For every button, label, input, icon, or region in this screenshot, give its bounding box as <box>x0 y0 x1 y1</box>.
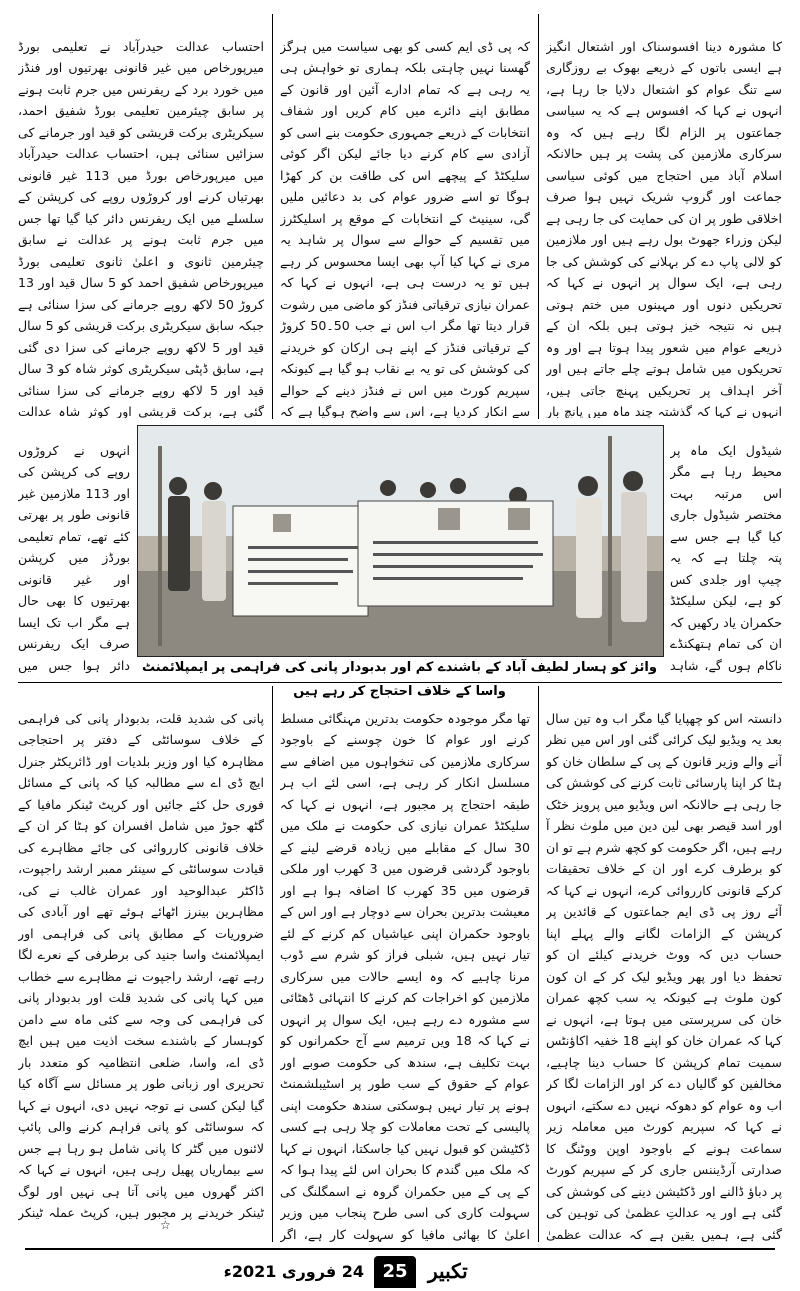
news-photo <box>137 425 664 657</box>
article-text: پانی کی شدید قلت، بدبودار پانی کی فراہمی کے خلاف سوسائٹی کے دفتر پر احتجاجی مظاہرہ کیا اور وزیر بلدیات اور ڈائریکٹر جنرل ایچ ڈی اے سے مطالبہ کیا کہ پانی کے مسائل فوری حل کئے جائیں اور کرپٹ ٹینکر مافیا کے گٹھ جوڑ میں شامل افسران کو ہٹا کر ان کے خلاف قانونی کارروائی کی جائے مظاہرے کی قیادت سوسائٹی کے سینئر ممبر ارشد راجپوت، ڈاکٹر عبدالوحید اور عمران غالب نے کی، مظاہرین بینرز اٹھائے ہوئے تھے اور آبادی کی ضروریات کے مطابق پانی کی فراہمی اور ایمپلائمنٹ واسا جنید کی برطرفی کے نعرے لگا رہے تھے، ارشد راجپوت نے مظاہرے سے خطاب میں کہا پانی کی شدید قلت اور بدبودار پانی کی فراہمی کی وجہ سے کئی ماہ سے دامن کوہسار کے باشندے سخت اذیت میں ہیں ایچ ڈی اے، واسا، ضلعی انتظامیہ کو متعدد بار تحریری اور زبانی طور پر مسائل سے آگاہ کیا گیا لیکن کسی نے توجہ نہیں دی، انہوں نے کہا کہ سوسائٹی کو پانی فراہم کرنے والی پائپ لائنوں میں گٹر کا پانی شامل ہو رہا ہے جس سے بیماریاں پھیل رہی ہیں، انہوں نے کہا کہ اکثر گھروں میں پانی آتا ہی نہیں اور لوگ ٹینکر خریدنے پر مجبور ہیں، کرپٹ عملہ ٹینکر <box>18 710 264 1220</box>
column-bottom-center <box>280 686 530 1242</box>
column-divider <box>538 14 539 419</box>
column-right-mid <box>670 418 782 680</box>
column-divider <box>538 686 539 1242</box>
column-right-top <box>546 14 782 418</box>
photo-caption: وائز کو ہسار لطیف آباد کے باشندے کم اور بدبودار پانی کی فراہمی پر ایمپلائمنٹ واسا کے خلاف احتجاج کر رہے ہیں <box>142 660 657 699</box>
column-left-mid <box>18 418 130 680</box>
issue-date: 24 فروری 2021ء <box>223 1262 364 1281</box>
article-text: تھا مگر موجودہ حکومت بدترین مہنگائی مسلط کرنے اور عوام کا خون چوسنے کے باوجود سرکاری ملازمین کی تنخواہوں میں اضافے سے مسلسل انکار کر رہی ہے، اسی لئے اب ہر طبقہ احتجاج پر مجبور ہے، انہوں نے کہا کہ سلیکٹڈ عمران نیازی کی حکومت نے ملک میں 30 سال کے مقابلے میں زیادہ قرضے لینے کے باوجود گردشی قرضوں میں 3 کھرب اور ملکی قرضوں میں 35 کھرب کا اضافہ ہوا ہے اور معیشت بدترین بحران سے دوچار ہے اور اس کے باوجود حکمران اپنی عیاشیاں کم کرنے کے لئے تیار نہیں ہیں، شبلی فراز کو شرم سے ڈوب مرنا چاہیے کہ وہ ایسے حالات میں سرکاری ملازمین کو اخراجات کم کرنے کا انتہائی ڈھٹائی سے مشورہ دے رہے ہیں، ایک سوال پر انہوں نے کہا کہ 18 ویں ترمیم سے آج حکمرانوں کو بہت تکلیف ہے، سندھ کی حکومت صوبے اور عوام کے حقوق کے سب طور پر اسٹیبلشمنٹ ہونے پر تیار نہیں ہوسکتی سندھ حکومت اپنی پالیسی کے تحت معاملات کو چلا رہی ہے کسی ڈکٹیشن کو قبول نہیں کیا جاسکتا، انہوں نے کہا کہ ملک میں گندم کا بحران اس لئے پیدا ہوا کہ کے پی کے میں حکمران گروہ نے اسمگلنگ کی سہولت کاری کی اسی طرح پنجاب میں وزیر اعلیٰ کا بھائی مافیا کو سہولت کار ہے، اگر <box>280 710 530 1242</box>
section-divider <box>18 682 782 683</box>
article-text: انہوں نے کروڑوں روپے کی کرپشن کی اور 113 ملازمین غیر قانونی طور پر بھرتی کئے تھے، تمام تعلیمی بورڈز میں کرپشن اور غیر قانونی بھرتیوں کا بھی حال ہے مگر اب تک ایسا صرف ایک ریفرنس دائر ہوا جس میں <box>18 442 130 673</box>
column-divider <box>272 14 273 419</box>
article-text: دانستہ اس کو چھپایا گیا مگر اب وہ تین سال بعد یہ ویڈیو لیک کرائی گئی اور اس میں نظر آنے والے وزیر قانون کے پی کے سلطان خان کو ہٹا کر اپنا پارسائی ثابت کرنے کی کوشش کی جا رہی ہے حالانکہ اس ویڈیو میں پرویز خٹک اور اسد قیصر بھی لین دین میں ملوث نظر آ رہے ہیں، اگر حکومت کو کچھ شرم ہے تو ان کو برطرف کرے اور ان کے خلاف تحقیقات کرکے قانونی کارروائی کرے، انہوں نے کہا کہ آئے روز پی ڈی ایم جماعتوں کے قائدین پر کرپشن کے الزامات لگانے والے پہلے اپنا حساب دیں کہ ووٹ خریدنے کیلئے ان کو تحفظ دیا اور پھر ویڈیو لیک کر کے ان کون کون ملوث ہے کیونکہ یہ سب کچھ عمران خان کی سرپرستی میں ہوتا ہے، انہوں نے کہا کہ عمران خان کو اپنے 18 خفیہ اکاؤنٹس سمیت تمام کرپشن کا حساب دینا چاہیے، مخالفین کو گالیاں دے کر اور الزامات لگا کر اب وہ عوام کو دھوکہ نہیں دے سکتے، انہوں نے کہا کہ سپریم کورٹ میں معاملہ زیر سماعت ہونے کے باوجود اوپن ووٹنگ کا صدارتی آرڈیننس جاری کر کے سپریم کورٹ پر دباؤ ڈالنے اور ڈکٹیشن دینے کی کوشش کی گئی ہے اور یہ عدالتِ عظمیٰ کی توہین کی گئی ہے، ہمیں یقین ہے کہ عدالت عظمیٰ <box>546 710 782 1242</box>
article-text: احتساب عدالت حیدرآباد نے تعلیمی بورڈ میرپورخاص میں غیر قانونی بھرتیوں اور فنڈز میں خورد برد کے ریفرنس میں جرم ثابت ہونے پر سابق چیئرمین تعلیمی بورڈ شفیق احمد، سیکریٹری برکت قریشی کو قید اور جرمانے کی سزائیں سنائی ہیں، احتساب عدالت حیدرآباد میں میرپورخاص بورڈ میں 113 غیر قانونی بھرتیاں کرنے اور کروڑوں روپے کی کرپشن کے سلسلے میں ایک ریفرنس دائر کیا گیا تھا جس میں جرم ثابت ہونے پر عدالت نے سابق چیئرمین ثانوی و اعلیٰ ثانوی تعلیمی بورڈ میرپورخاص شفیق احمد کو 5 سال قید اور 13 کروڑ 50 لاکھ روپے جرمانے کی سزا سنائی ہے جبکہ سابق سیکریٹری برکت قریشی کو 5 سال قید اور 5 لاکھ روپے جرمانے کی سزا دی گئی ہے، سابق ڈپٹی سیکریٹری کوثر شاہ کو 3 سال قید اور 5 لاکھ روپے جرمانے کی سزا سنائی گئی ہے، برکت قریشی اور کوثر شاہ عدالت <box>18 38 264 418</box>
column-center-top <box>280 14 530 418</box>
column-divider <box>272 686 273 1242</box>
article-text: شیڈول ایک ماہ پر محیط رہا ہے مگر اس مرتبہ بہت مختصر شیڈول جاری کیا گیا ہے جس سے پتہ چلتا ہے کہ یہ چیپ اور جلدی کس کو ہے، لیکن سلیکٹڈ حکمران یاد رکھیں کہ ان کی تمام ہتھکنڈے ناکام ہوں گے، شاہد <box>670 442 782 673</box>
end-mark-icon: ☆ <box>160 1218 171 1232</box>
protest-photo-illustration <box>138 426 663 656</box>
masthead-logo: تکبیر <box>428 1259 468 1283</box>
column-bottom-right <box>546 686 782 1242</box>
page-number: 25 <box>374 1256 416 1288</box>
footer-rule <box>25 1248 775 1250</box>
column-bottom-left <box>18 686 264 1226</box>
column-left-top <box>18 14 264 418</box>
article-text: کا مشورہ دینا افسوسناک اور اشتعال انگیز ہے ایسی باتوں کے ذریعے بھوک بے روزگاری سے تنگ عوام کو اشتعال دلایا جا رہا ہے، انہوں نے کہا کہ افسوس ہے کہ یہ سیاسی جماعتوں پر الزام لگا رہے ہیں کہ وہ سرکاری ملازمین کی پشت پر ہیں حالانکہ اسلام آباد میں احتجاج میں کوئی سیاسی جماعت اور گروپ شریک نہیں ہوا صرف اخلاقی طور پر ان کی حمایت کی جا رہی ہے لیکن وزراء جھوٹ بول رہے ہیں اور ملازمین کو لالی پاپ دے کر بہلانے کی کوشش کی جا رہی ہے، ایک سوال پر انہوں نے کہا کہ تحریکیں دنوں اور مہینوں میں ختم ہوتی ہیں نہ نتیجہ خیز ہوتی ہیں بلکہ ان کے ذریعے عوام میں شعور پیدا ہوتا ہے اور وہ تحریکوں میں شامل ہوتے چلے جاتے ہیں اور آخر اہداف پر تحریکیں پہنچ جاتی ہیں، انہوں نے کہا کہ گذشتہ چند ماہ میں پانچ بار <box>546 38 782 418</box>
article-text: کہ پی ڈی ایم کسی کو بھی سیاست میں ہرگز گھسنا نہیں چاہتی بلکہ ہماری تو خواہش ہی یہ رہی ہے کہ تمام ادارے آئین اور قانون کے مطابق اپنے دائرے میں کام کریں اور شفاف انتخابات کے ذریعے جمہوری حکومت بنے اسی کو آزادی سے کام کرنے دیا جائے لیکن اگر کوئی سلیکٹڈ کے پیچھے اس کی طاقت بن کر کھڑا ہوگا تو اسے ضرور عوام کی بد دعائیں ملیں گی، سینیٹ کے انتخابات کے موقع پر اسلیکٹرز میں تقسیم کے حوالے سے سوال پر شاہد یہ مری نے کہا کیا آپ بھی ایسا محسوس کر رہے ہیں تو یہ درست ہی ہے، انہوں نے کہا کہ عمران نیازی ترقیاتی فنڈز کو ماضی میں رشوت قرار دیتا تھا مگر اب اس نے جب 50۔50 کروڑ کے ترقیاتی فنڈز کے اپنے ہی ارکان کو خریدنے کی کوشش کی تو یہ بے نقاب ہو گیا ہے کیونکہ سپریم کورٹ میں اس نے فنڈز دینے کے حوالے سے انکار کردیا ہے، اس سے واضح ہوگیا ہے کہ <box>280 38 530 418</box>
